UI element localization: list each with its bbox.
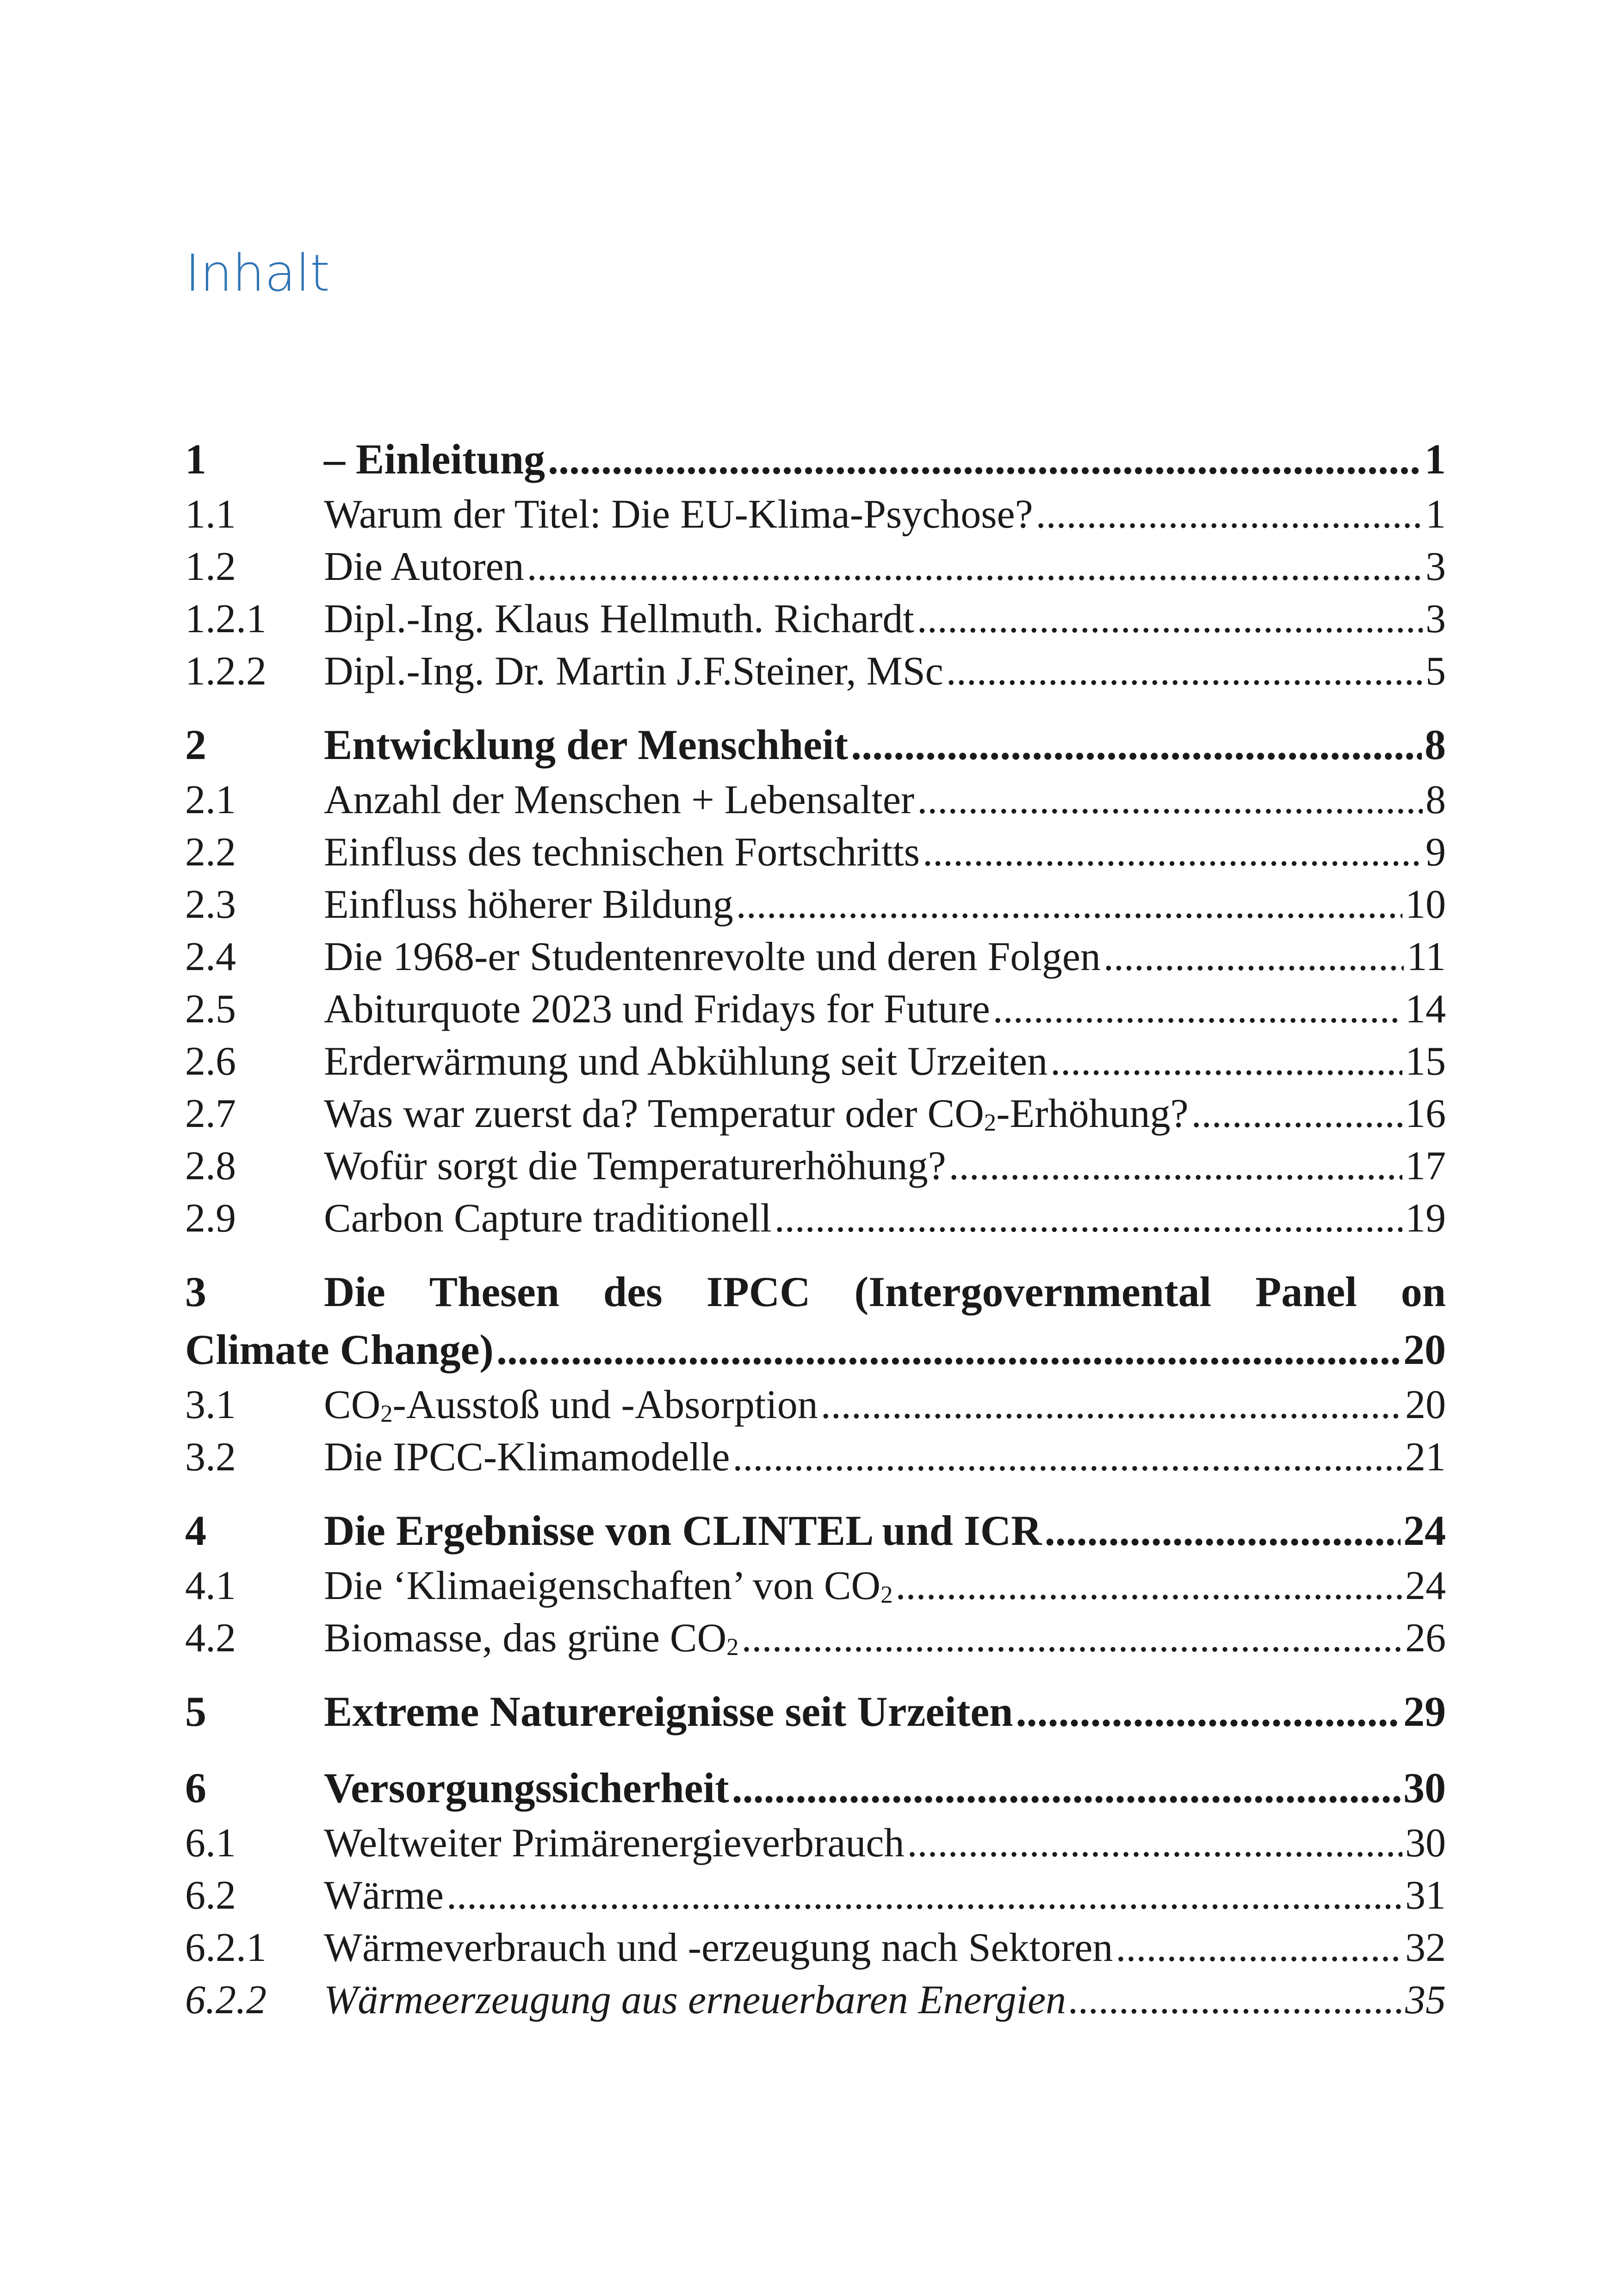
toc-entry-2-6[interactable] [185,1035,1446,1088]
toc-label: Die Ergebnisse von CLINTEL und ICR [324,1507,1042,1554]
dot-leader [917,774,1423,826]
toc-entry-3-2[interactable] [185,1431,1446,1483]
toc-label-word: Panel [1255,1268,1357,1315]
toc-label-word: Thesen [429,1268,559,1315]
toc-label: Warum der Titel: Die EU-Klima-Psychose? [324,492,1033,537]
toc-page-number: 35 [1405,1978,1446,2022]
toc-number: 1 [185,436,206,483]
dot-leader [821,1379,1402,1431]
toc-page-number: 30 [1403,1764,1446,1811]
dot-leader [732,1431,1402,1483]
toc-page-number: 21 [1405,1435,1446,1480]
toc-label [324,1088,1189,1140]
toc-label-part: CO [324,1382,381,1427]
toc-number: 2 [185,721,206,768]
subscript-2: 2 [984,1109,997,1136]
dot-leader [851,716,1422,774]
toc-page-number: 3 [1426,544,1446,589]
toc-page-number: 14 [1405,987,1446,1032]
toc-label: Carbon Capture traditionell [324,1196,772,1241]
toc-entry-2-5[interactable] [185,983,1446,1035]
toc-number: 1.2.1 [185,597,267,641]
toc-entry-1-1[interactable] [185,488,1446,541]
dot-leader [496,1321,1401,1379]
toc-label: Wofür sorgt die Temperaturerhöhung? [324,1144,946,1188]
toc-label: Die IPCC-Klimamodelle [324,1435,730,1480]
toc-entry-2-2[interactable] [185,826,1446,878]
toc-entry-6[interactable] [185,1759,1446,1817]
toc-page-number: 10 [1405,882,1446,927]
toc-page-number: 8 [1426,778,1446,822]
toc-number: 4.2 [185,1616,236,1661]
toc-label: Wärmeerzeugung aus erneuerbaren Energien [324,1978,1066,2022]
dot-leader [993,983,1402,1035]
toc-label: Abiturquote 2023 und Fridays for Future [324,987,990,1032]
toc-number: 2.2 [185,830,236,875]
toc-entry-6-1[interactable] [185,1817,1446,1869]
dot-leader [1045,1502,1401,1560]
dot-leader [917,593,1423,645]
dot-leader [1116,1922,1402,1974]
toc-page-number: 11 [1407,934,1446,979]
subscript-2: 2 [880,1581,893,1608]
toc-page-number: 9 [1426,830,1446,875]
dot-leader [527,541,1423,593]
dot-leader [1050,1035,1402,1088]
toc-label: Versorgungssicherheit [324,1764,729,1811]
toc-number: 2.4 [185,934,236,979]
toc-label [324,1560,893,1612]
toc-entry-1-2[interactable] [185,541,1446,593]
dot-leader [1191,1088,1402,1140]
toc-label-word: IPCC [706,1268,811,1315]
toc-number: 4.1 [185,1563,236,1608]
toc-number: 4 [185,1507,206,1554]
subscript-2: 2 [726,1633,739,1661]
toc-label: Die Autoren [324,544,524,589]
toc-entry-3-1[interactable] [185,1379,1446,1431]
toc-label: – Einleitung [324,436,546,483]
toc-entry-1-2-2[interactable] [185,645,1446,697]
toc-number: 2.5 [185,987,236,1032]
toc-page-number: 5 [1426,649,1446,694]
toc-entry-1[interactable] [185,430,1446,488]
toc-label: Weltweiter Primärenergieverbrauch [324,1821,905,1866]
toc-label [324,1379,818,1431]
toc-page-number: 20 [1403,1326,1446,1373]
toc-number: 6.2 [185,1873,236,1918]
dot-leader [946,645,1423,697]
dot-leader [949,1140,1402,1192]
toc-entry-line [185,1321,1446,1379]
dot-leader [1069,1974,1402,2026]
toc-entry-4-2[interactable] [185,1612,1446,1664]
toc-number: 3.1 [185,1382,236,1427]
toc-page-number: 16 [1405,1091,1446,1136]
toc-number: 3.2 [185,1435,236,1480]
dot-leader [446,1869,1402,1922]
toc-entry-2-4[interactable] [185,931,1446,983]
toc-label-word: on [1401,1268,1446,1315]
toc-entry-2[interactable] [185,716,1446,774]
toc-label: Wärme [324,1873,444,1918]
toc-page-number: 15 [1405,1039,1446,1084]
dot-leader [896,1560,1403,1612]
dot-leader [732,1759,1401,1817]
dot-leader [1036,488,1423,541]
toc-label-part: Biomasse, das grüne CO [324,1616,727,1661]
toc-number: 2.8 [185,1144,236,1188]
toc-label-word: Die [324,1268,385,1315]
dot-leader [548,430,1422,488]
toc-number: 2.9 [185,1196,236,1241]
toc-number: 2.6 [185,1039,236,1084]
toc-page-number: 26 [1405,1616,1446,1661]
toc-label: Einfluss höherer Bildung [324,882,733,927]
dot-leader [742,1612,1402,1664]
toc-label-word: (Intergovernmental [854,1268,1212,1315]
toc-entry-1-2-1[interactable] [185,593,1446,645]
toc-page-number: 1 [1426,492,1446,537]
toc-entry-2-1[interactable] [185,774,1446,826]
toc-page-number: 19 [1405,1196,1446,1241]
toc-page-number: 29 [1403,1688,1446,1735]
toc-number: 1.2 [185,544,236,589]
toc-number: 6.2.2 [185,1978,267,2022]
toc-label: Anzahl der Menschen + Lebensalter [324,778,915,822]
toc-entry-2-9[interactable] [185,1192,1446,1244]
subscript-2: 2 [380,1400,393,1427]
toc-number: 2.3 [185,882,236,927]
dot-leader [907,1817,1402,1869]
toc-page-number: 31 [1405,1873,1446,1918]
toc-label: Die 1968-er Studentenrevolte und deren Folgen [324,934,1101,979]
toc-label: Dipl.-Ing. Dr. Martin J.F.Steiner, MSc [324,649,943,694]
toc-page-number: 8 [1425,721,1446,768]
toc-page-number: 32 [1405,1925,1446,1970]
toc-label: Erderwärmung und Abkühlung seit Urzeiten [324,1039,1048,1084]
dot-leader [1016,1683,1401,1741]
toc-label [324,1263,1446,1321]
toc-page-number: 24 [1405,1563,1446,1608]
toc-number: 2.7 [185,1091,236,1136]
toc-label [324,1612,739,1664]
dot-leader [923,826,1423,878]
toc-entry-6-2-2[interactable] [185,1974,1446,2026]
toc-number: 6.2.1 [185,1925,267,1970]
toc-label: Dipl.-Ing. Klaus Hellmuth. Richardt [324,597,914,641]
toc-label-word: des [603,1268,663,1315]
toc-entry-2-3[interactable] [185,878,1446,931]
toc-label: Wärmeverbrauch und -erzeugung nach Sektoren [324,1925,1113,1970]
toc-entry-2-8[interactable] [185,1140,1446,1192]
toc-entry-line [185,1263,1446,1321]
toc-number: 6.1 [185,1821,236,1866]
toc-label-part: -Ausstoß und -Absorption [392,1382,818,1427]
toc-label-continued: Climate Change) [185,1326,494,1373]
page-title: Inhalt [185,243,330,303]
toc-page-number: 3 [1426,597,1446,641]
toc-entry-6-2[interactable] [185,1869,1446,1922]
toc-label: Entwicklung der Menschheit [324,721,849,768]
toc-number: 2.1 [185,778,236,822]
dot-leader [736,878,1402,931]
toc-entry-4[interactable] [185,1502,1446,1560]
toc-label-part: Die ‘Klimaeigenschaften’ von CO [324,1563,881,1608]
toc-entry-6-2-1[interactable] [185,1922,1446,1974]
toc-entry-3[interactable] [185,1263,1446,1379]
toc-page-number: 17 [1405,1144,1446,1188]
table-of-contents [185,430,1446,2026]
toc-page-number: 1 [1425,436,1446,483]
toc-page-number: 20 [1405,1382,1446,1427]
toc-label: Extreme Naturereignisse seit Urzeiten [324,1688,1013,1735]
dot-leader [775,1192,1402,1244]
toc-number: 5 [185,1688,206,1735]
toc-page-number: 24 [1403,1507,1446,1554]
toc-page-number: 30 [1405,1821,1446,1866]
toc-number: 3 [185,1268,206,1315]
toc-label-part: -Erhöhung? [996,1091,1189,1136]
toc-entry-4-1[interactable] [185,1560,1446,1612]
toc-label: Einfluss des technischen Fortschritts [324,830,920,875]
toc-label-part: Was war zuerst da? Temperatur oder CO [324,1091,984,1136]
dot-leader [1103,931,1404,983]
toc-number: 1.2.2 [185,649,267,694]
toc-number: 1.1 [185,492,236,537]
toc-number: 6 [185,1764,206,1811]
toc-entry-2-7[interactable] [185,1088,1446,1140]
toc-entry-5[interactable] [185,1683,1446,1741]
